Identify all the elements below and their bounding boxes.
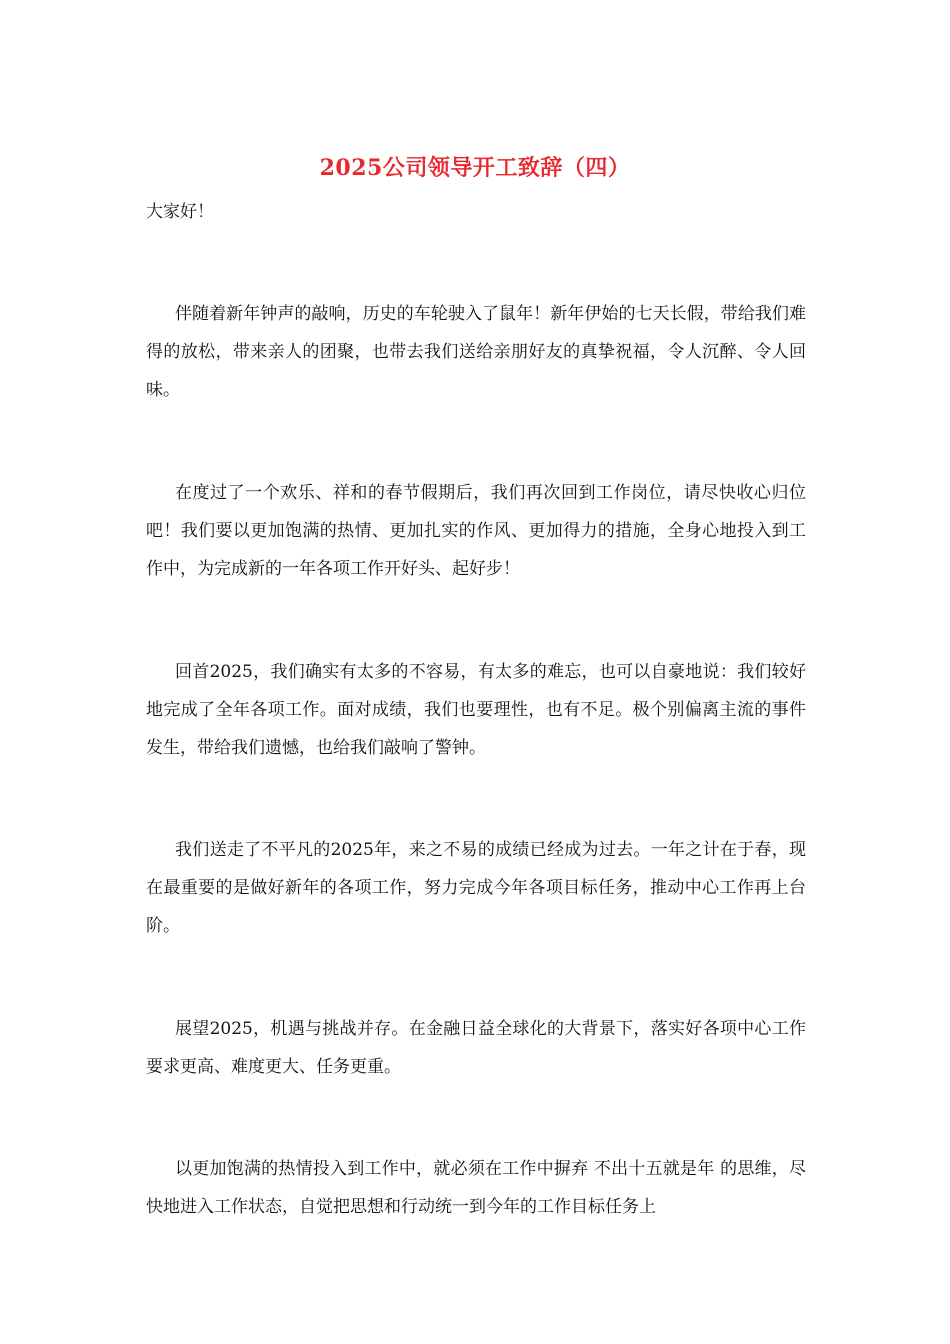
paragraph-1: 伴随着新年钟声的敲响，历史的车轮驶入了鼠年！新年伊始的七天长假，带给我们难得的放松，带来亲人的团聚，也带去我们送给亲朋好友的真挚祝福，令人沉醉、令人回味。 (146, 304, 806, 400)
paragraph-4: 我们送走了不平凡的2025年，来之不易的成绩已经成为过去。一年之计在于春，现在最重要的是做好新年的各项工作，努力完成今年各项目标任务，推动中心工作再上台阶。 (146, 840, 806, 936)
greeting-line: 大家好！ (146, 202, 214, 222)
paragraph-2: 在度过了一个欢乐、祥和的春节假期后，我们再次回到工作岗位，请尽快收心归位吧！我们要以更加饱满的热情、更加扎实的作风、更加得力的措施，全身心地投入到工作中，为完成新的一年各项工作开好头、起好步！ (146, 483, 806, 579)
paragraph-6: 以更加饱满的热情投入到工作中，就必须在工作中摒弃 不出十五就是年 的思维，尽快地进入工作状态，自觉把思想和行动统一到今年的工作目标任务上 (146, 1159, 806, 1217)
paragraph-5: 展望2025，机遇与挑战并存。在金融日益全球化的大背景下，落实好各项中心工作要求更高、难度更大、任务更重。 (146, 1019, 806, 1077)
document-title: 2025公司领导开工致辞（四） (319, 155, 631, 181)
paragraph-3: 回首2025，我们确实有太多的不容易，有太多的难忘，也可以自豪地说：我们较好地完成了全年各项工作。面对成绩，我们也要理性，也有不足。极个别偏离主流的事件发生，带给我们遗憾，也给我们敲响了警钟。 (146, 662, 806, 758)
